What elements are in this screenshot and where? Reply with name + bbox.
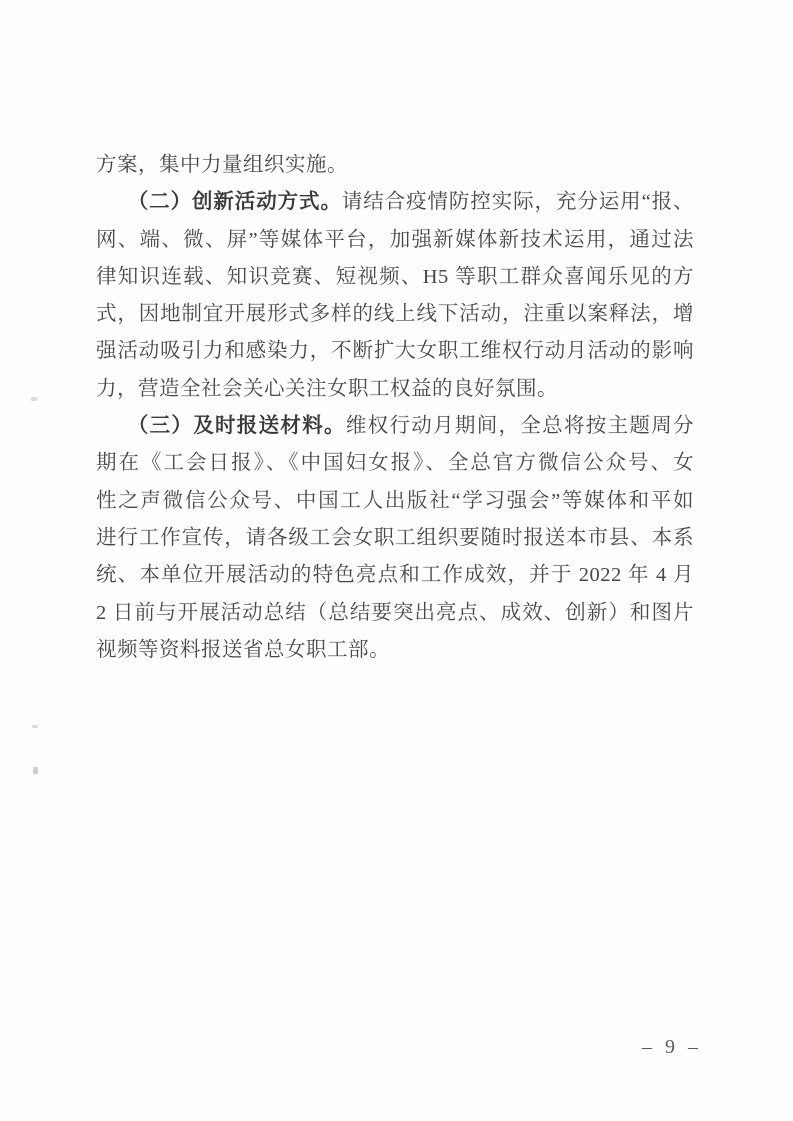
text-line-content: 视频等资料报送省总女职工部。 [96, 638, 390, 661]
text-line [96, 184, 694, 221]
text-line [96, 147, 694, 184]
text-line [96, 483, 694, 520]
text-line-content: 方案，集中力量组织实施。 [96, 154, 348, 176]
page-number: – 9 – [642, 1036, 700, 1058]
section-heading: （三）及时报送材料。 [127, 415, 346, 438]
scan-artifact [33, 767, 38, 774]
text-line [96, 259, 694, 296]
text-line-content: 2 日前与开展活动总结（总结要突出亮点、成效、创新）和图片 [96, 601, 694, 624]
section-heading: （二）创新活动方式。 [127, 191, 342, 214]
text-line-content: 进行工作宣传，请各级工会女职工组织要随时报送本市县、本系 [96, 526, 694, 549]
text-line-content: 力，营造全社会关心关注女职工权益的良好氛围。 [96, 377, 558, 400]
document-body [96, 147, 694, 669]
scan-artifact [31, 397, 37, 401]
text-line-content: 统、本单位开展活动的特色亮点和工作成效，并于 2022 年 4 月 [96, 564, 694, 587]
text-line [96, 595, 694, 632]
text-line-content: 期在《工会日报》、《中国妇女报》、全总官方微信公众号、女 [96, 452, 694, 475]
text-line [96, 557, 694, 594]
text-line-content: 维权行动月期间，全总将按主题周分 [345, 415, 694, 438]
text-line [96, 222, 694, 259]
text-line-content: 强活动吸引力和感染力，不断扩大女职工维权行动月活动的影响 [96, 340, 694, 363]
text-line [96, 408, 694, 445]
scan-artifact [32, 725, 38, 728]
text-line-content: 请结合疫情防控实际，充分运用“报、 [341, 191, 694, 214]
text-line [96, 445, 694, 482]
text-line-content: 律知识连载、知识竞赛、短视频、H5 等职工群众喜闻乐见的方 [96, 265, 694, 288]
text-line [96, 520, 694, 557]
text-line [96, 296, 694, 333]
text-line [96, 632, 694, 669]
text-line-content: 式，因地制宜开展形式多样的线上线下活动，注重以案释法，增 [96, 303, 694, 326]
text-line [96, 333, 694, 370]
text-line-content: 性之声微信公众号、中国工人出版社“学习强会”等媒体和平如 [96, 489, 694, 512]
text-line-content: 网、端、微、屏”等媒体平台，加强新媒体新技术运用，通过法 [96, 228, 694, 251]
text-line [96, 371, 694, 408]
